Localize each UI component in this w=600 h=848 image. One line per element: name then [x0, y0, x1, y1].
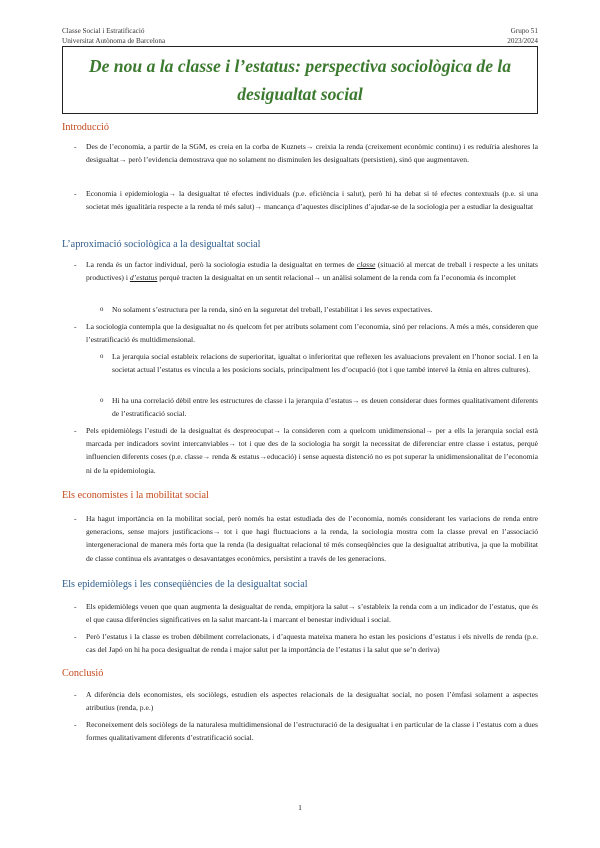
dash-marker: -	[74, 632, 77, 641]
approach-sub-bullet-1: o No solament s’estructura per la renda, sinó en la seguretat del treball, l’estabilitat i les seves expectatives.	[112, 303, 538, 316]
circle-marker: o	[100, 397, 104, 404]
circle-marker: o	[100, 353, 104, 360]
dash-marker: -	[74, 426, 77, 435]
approach-bullet-3: - Pels epidemiòlegs l’estudi de la desigualtat és despreocupat→ la consideren com a quelcom unidimensional→ per a ells la jerarquia social està marcada per indicadors sovint intercanviables→ tot i que des de la sociologia ha sorgit la necessitat de diferenciar entre classe i estatus, perquè influencien diferents coses (p.e. classe→ renda & estatus→educació) i sense aquesta distenció no es pot superar la unidimensionalitat de l’economia ni de la epidemiologia.	[74, 426, 538, 475]
page-header-left	[62, 27, 165, 46]
year-label: 2023/2024	[507, 36, 538, 45]
intro-bullet-1: - Des de l’economia, a partir de la SGM, es creia en la corba de Kuznets→ creixia la renda (creixement econòmic continu) i es reduïria aleshores la desigualtat→ però l’evidencia demostrava que no solament no disminuïen les desigualtats (persistien), sinó que augmentaven.	[74, 142, 538, 165]
conclusion-bullet-1: - A diferència dels economistes, els sociòlegs, estudien els aspectes relacionals de la desigualtat social, no posen l’èmfasi solament a aspectes atributius (renda, p.e.)	[74, 690, 538, 713]
page-header-right	[494, 27, 538, 46]
epidemiologists-bullet-2: - Però l’estatus i la classe es troben dèbilment correlacionats, i d’aquesta mateixa manera ho estan les posicions d’estatus i els nivells de renda (p.e. cas del Japó on hi ha poca desigualtat de renda i major salut per la importància de l’estatus i la salut que se’n deriva)	[74, 632, 538, 655]
approach-bullet-1: - La renda és un factor individual, però la sociologia estudia la desigualtat en termes de classe (situació al mercat de treball i respecte a les unitats productives) i d’estatus perquè tracten la desigualtat en un sentit relacional→ un anàlisi solament de la renda com fa l’economia és incomplet	[74, 260, 538, 283]
dash-marker: -	[74, 189, 77, 198]
heading-sociological-approach: L’aproximació sociològica a la desigualtat social	[62, 239, 261, 250]
course-name: Classe Social i Estratificació	[62, 27, 145, 35]
dash-marker: -	[74, 720, 77, 729]
term-estatus: d’estatus	[129, 273, 158, 283]
dash-marker: -	[74, 602, 77, 611]
dash-marker: -	[74, 514, 77, 523]
heading-economists: Els economistes i la mobilitat social	[62, 490, 209, 501]
university-name: Universitat Autònoma de Barcelona	[62, 36, 166, 45]
dash-marker: -	[74, 142, 77, 151]
title-box	[62, 46, 538, 114]
heading-introduction: Introducció	[62, 122, 109, 133]
intro-bullet-2: - Economia i epidemiologia→ la desigualtat té efectes individuals (p.e. eficiència i salut), però hi ha debat si té efectes contextuals (p.e. si una societat més igualitària respecte a la renda té més salut)→ mancança d’aquestes disciplines d’ajudar-se de la sociologia per a estudiar la desigualtat	[74, 189, 538, 212]
approach-bullet-2: - La sociologia contempla que la desigualtat no és quelcom fet per atributs solament com l’economia, sinó per relacions. A més a més, consideren que l’estratificació és multidimensional.	[74, 322, 538, 345]
circle-marker: o	[100, 306, 104, 313]
heading-conclusion: Conclusió	[62, 668, 104, 679]
conclusion-bullet-2: - Reconeixement dels sociòlegs de la naturalesa multidimensional de l’estructuració de la desigualtat i en particular de la classe i l’estatus com a dues formes qualitativament diferents d’estratificació social.	[74, 720, 538, 743]
page-number: 1	[298, 803, 302, 812]
dash-marker: -	[74, 690, 77, 699]
group-label: Grupo 51	[510, 27, 538, 35]
dash-marker: -	[74, 260, 77, 269]
document-title: De nou a la classe i l’estatus: perspectiva sociològica de la desigualtat social	[88, 56, 512, 104]
economists-bullet-1: - Ha hagut importància en la mobilitat social, però només ha estat estudiada des de l’economia, només considerant les variacions de renda entre generacions, sense majors justificacions→ tot i que hagi fluctuacions a la renda, la sociologia mostra com la classe preval en l’associació intergeneracional de manera més forta que la renda (la desigualtat relacional té més conseqüències que la desigualtat atributiva, ja que la mobilitat de classe continua els avantatges o desavantatges econòmics, persistint a través de les generacions.	[74, 514, 538, 563]
term-classe: classe	[356, 260, 376, 269]
approach-sub-bullet-3: o Hi ha una correlació dèbil entre les estructures de classe i la jerarquia d’estatus→ es deuen considerar dues formes qualitativament diferents de l’estratificació social.	[100, 396, 538, 419]
heading-epidemiologists: Els epidemiòlegs i les conseqüències de la desigualtat social	[62, 579, 308, 590]
approach-sub-bullet-2: o La jerarquia social estableix relacions de superioritat, igualtat o inferioritat que reflexen les avaluacions prevalent en l’honor social. I en la societat actual l’estatus es vincula a les posicions socials, principalment les d’ocupació (tot i que també intervé la ètnia en altres cultures).	[100, 352, 538, 375]
dash-marker: -	[74, 322, 77, 331]
epidemiologists-bullet-1: - Els epidemiòlegs veuen que quan augmenta la desigualtat de renda, empitjora la salut→ s’estableix la renda com a un indicador de l’estatus, que és el que causa diferències significatives en la salut marcant-la i marcant el benestar individual i social.	[74, 602, 538, 625]
